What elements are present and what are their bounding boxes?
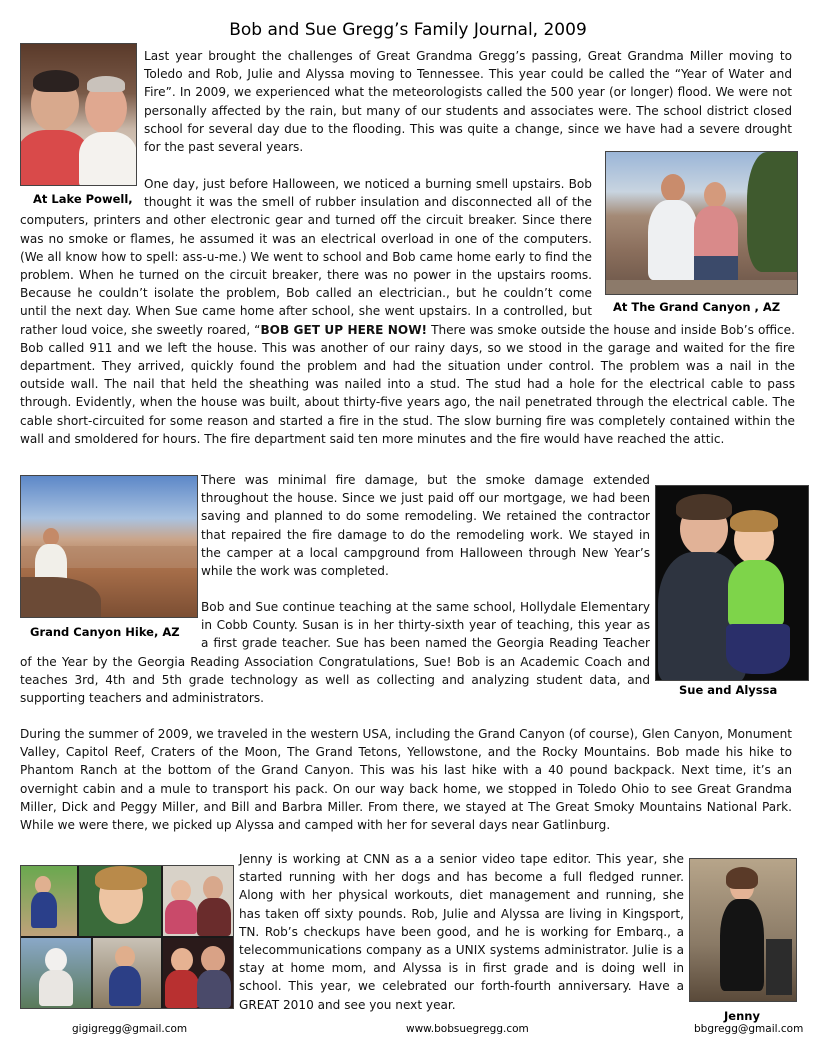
- collage-photo-ballplayer: [93, 938, 161, 1008]
- paragraph-summer-travel: During the summer of 2009, we traveled in the western USA, including the Grand Canyon (of course), Glen Canyon, Monument Valley, Capitol Reef, Craters of the Moon, The Grand Tetons, Yellowstone, and the Rocky Mountains. Bob made his hike to Phantom Ranch at the bottom of the Grand Canyon. This was his last hike with a 40 pound backpack. Next time, it’s an overnight cabin and a mule to transport his pack. On our way back home, we stopped in Toledo Ohio to see Great Grandma Miller, Dick and Peggy Miller, and Bill and Barbra Miller. From there, we stayed at The Great Smoky Mountains National Park. While we were there, we picked up Alyssa and camped with her for several days near Gatlinburg.: [20, 727, 792, 833]
- paragraph-teaching: [20, 598, 650, 707]
- collage-photo-bunny: [21, 938, 91, 1008]
- collage-photo-baseball: [21, 866, 77, 936]
- footer-website[interactable]: www.bobsuegregg.com: [406, 1023, 529, 1035]
- page-title: Bob and Sue Gregg’s Family Journal, 2009: [229, 20, 587, 40]
- jenny-caption: Jenny: [724, 1009, 760, 1023]
- teaching-text: Bob and Sue continue teaching at the same school, Hollydale Elementary in Cobb County. Susan is in her thirty-sixth year of teaching, this year as a first grade teacher. Sue has been named the Georgia Reading Teacher of the Year by the Georgia Reading Association Congratulations, Sue! Bob is an Academic Coach and teaches 3rd, 4th and 5th grade technology as well as collecting and analyzing student data, and supporting teachers and administrators.: [20, 600, 650, 706]
- paragraph-intro: Last year brought the challenges of Great Grandma Gregg’s passing, Great Grandma Miller moving to Toledo and Rob, Julie and Alyssa moving to Tennessee. This year could be called the “Year of Water and Fire”. In 2009, we experienced what the meteorologists called the 500 year (or longer) flood. We were not personally affected by the rain, but many of our students and associates were. The school district closed school for several day due to the flooding. This was quite a change, since we have had a severe drought for the past several years.: [144, 49, 792, 155]
- lake-powell-photo: [20, 43, 137, 186]
- fire-shout: BOB GET UP HERE NOW!: [260, 322, 428, 337]
- fire-text-part1: One day, just before Halloween, we noticed a burning smell upstairs. Bob thought it was the smell of rubber insulation and disconnected all of the computers, printers and other electronic gear and turned off the circuit breaker. Since there was no smoke or flames, he assumed it was an electrical overload in one of the computers. (We all know how to spell: ass-u-me.) We went to school and Bob came home early to find the problem. When he turned on the circuit breaker, there was no power in the upstairs rooms. Because he couldn’t isolate the problem, Bob called an electrician., but he couldn’t come until the next day. When Sue came home after school, she went upstairs. In a controlled, but rather loud voice, she sweetly roared, “: [20, 177, 592, 337]
- paragraph-family-news: Jenny is working at CNN as a a senior video tape editor. This year, she started running with her dogs and has become a full fledged runner. Along with her physical workouts, diet management and running, she has taken off sixty pounds. Rob, Julie and Alyssa are living in Kingsport, TN. Rob’s checkups have been good, and he is working for Embarq., a telecommunications company as a UNIX systems administrator. Julie is a stay at home mom, and Alyssa is in first grade and is doing well in school. This year, we celebrated our forth-fourth anniversary. Have a GREAT 2010 and see you next year.: [239, 852, 684, 1012]
- grand-canyon-hike-photo: [20, 475, 198, 618]
- jenny-photo: [689, 858, 797, 1002]
- footer-left-email[interactable]: gigigregg@gmail.com: [72, 1023, 188, 1035]
- collage-photo-girl: [79, 866, 161, 936]
- paragraph-remodel: There was minimal fire damage, but the smoke damage extended throughout the house. Since we just paid off our mortgage, we had been saving and planned to do some remodeling. We retained the contractor that repaired the fire damage to do the remodeling work. We stayed in the camper at a local campground from Halloween through New Year’s while the work was completed.: [201, 473, 650, 579]
- collage-photo-family: [163, 938, 233, 1008]
- paragraph-fire-upper: [20, 175, 795, 448]
- grand-canyon-caption: At The Grand Canyon , AZ: [613, 300, 781, 314]
- collage-photo-grandparents: [163, 866, 233, 936]
- grand-canyon-hike-caption: Grand Canyon Hike, AZ: [30, 625, 180, 639]
- sue-alyssa-caption: Sue and Alyssa: [679, 683, 778, 697]
- footer-right-email[interactable]: bbgregg@gmail.com: [694, 1023, 804, 1035]
- fire-text-part2: There was smoke outside the house and inside Bob’s office. Bob called 911 and we left the house. This was another of our rainy days, so we stood in the garage and waited for the fire department. They arrived, quickly found the problem and had the situation under control. The problem was a nail in the outside wall. The nail that held the sheathing was nailed into a stud. The stud had a hole for the electrical cable to pass through. Evidently, when the house was built, about thirty-five years ago, the nail penetrated through the electrical cable. The cable short-circuited for some reason and started a fire in the stud. The slow burning fire was completely contained within the wall and smoldered for hours. The fire department said ten more minutes and the fire would have reached the attic.: [20, 322, 795, 446]
- sue-alyssa-photo: [655, 485, 809, 681]
- family-collage: [20, 865, 234, 1009]
- lake-powell-caption: At Lake Powell,: [33, 192, 133, 206]
